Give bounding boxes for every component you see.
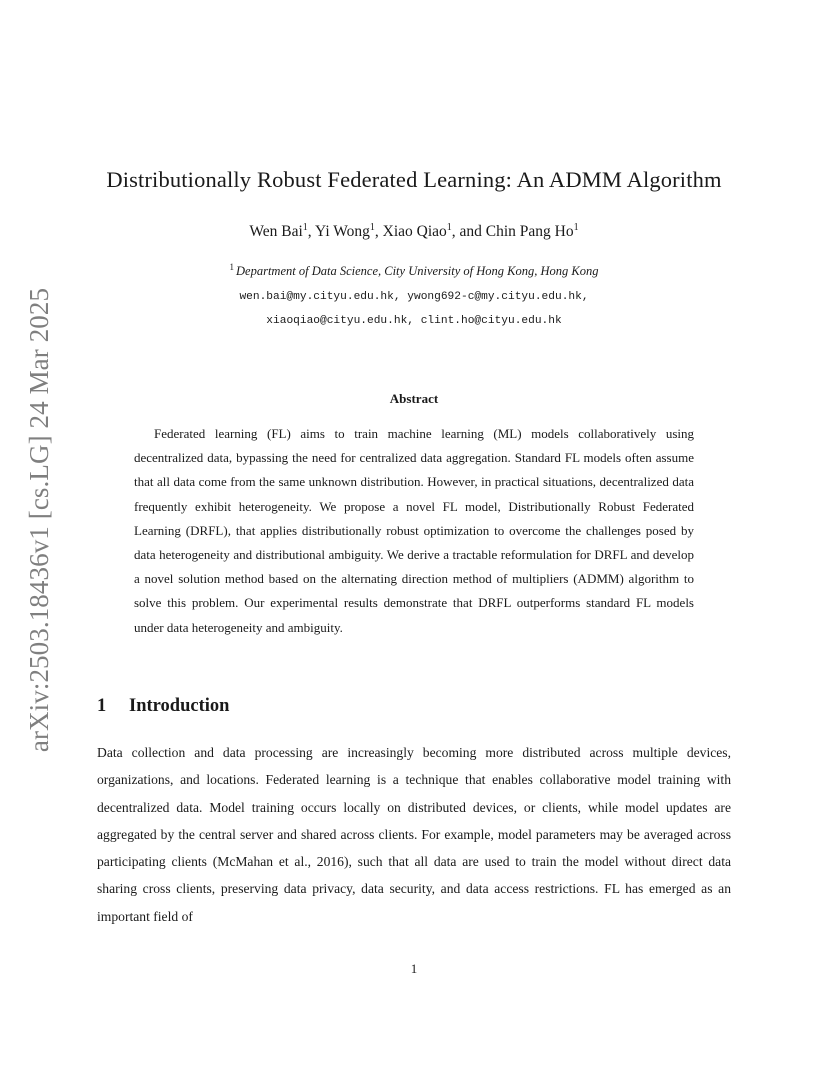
affiliation-mark: 1 <box>302 222 308 233</box>
author-separator: , <box>307 223 315 240</box>
introduction-body: Data collection and data processing are increasingly becoming more distributed across multiple devices, organizations, and locations. Federated learning is a technique that enables collaborative model training with decentralized data. Model training occurs locally on distributed devices, or clients, while model updates are aggregated by the central server and shared across clients. For example, model parameters may be averaged across participating clients (McMahan et al., 2016), such that all data are used to train the model without direct data sharing cross clients, preserving data privacy, data security, and data access restrictions. FL has emerged as an important field of <box>97 745 731 924</box>
section-title: Introduction <box>129 696 230 716</box>
email-line-1: wen.bai@my.cityu.edu.hk, ywong692-c@my.cityu.edu.hk, <box>239 291 589 303</box>
page-number: 1 <box>410 961 418 976</box>
affiliation-mark: 1 <box>229 262 235 272</box>
affiliation-mark: 1 <box>573 222 579 233</box>
arxiv-identifier: arXiv:2503.18436v1 [cs.LG] 24 Mar 2025 <box>24 287 54 753</box>
author-separator: , and <box>451 223 486 240</box>
author-name: Yi Wong <box>314 223 370 240</box>
email-line-2: xiaoqiao@cityu.edu.hk, clint.ho@cityu.edu.hk <box>266 315 562 327</box>
paper-title: Distributionally Robust Federated Learning: An ADMM Algorithm <box>106 167 722 192</box>
affiliation-text: Department of Data Science, City University of Hong Kong, Hong Kong <box>236 264 599 278</box>
section-number: 1 <box>97 696 107 716</box>
affiliation <box>60 262 768 280</box>
author-name: Chin Pang Ho <box>485 223 574 240</box>
author-list <box>60 222 768 242</box>
author-name: Wen Bai <box>249 223 303 240</box>
abstract-body: Federated learning (FL) aims to train machine learning (ML) models collaboratively using decentralized data, bypassing the need for centralized data aggregation. Standard FL models often assume that all data come from the same unknown distribution. However, in practical situations, decentralized data frequently exhibit heterogeneity. We propose a novel FL model, Distributionally Robust Federated Learning (DRFL), that applies distributionally robust optimization to overcome the challenges posed by data heterogeneity and distributional ambiguity. We derive a tractable reformulation for DRFL and develop a novel solution method based on the alternating direction method of multipliers (ADMM) algorithm to solve this problem. Our experimental results demonstrate that DRFL outperforms standard FL models under data heterogeneity and ambiguity. <box>134 426 694 635</box>
author-separator: , <box>374 223 383 240</box>
abstract-heading: Abstract <box>389 391 439 406</box>
section-heading <box>97 694 497 718</box>
affiliation-mark: 1 <box>369 222 375 233</box>
author-name: Xiao Qiao <box>382 223 447 240</box>
affiliation-mark: 1 <box>446 222 452 233</box>
